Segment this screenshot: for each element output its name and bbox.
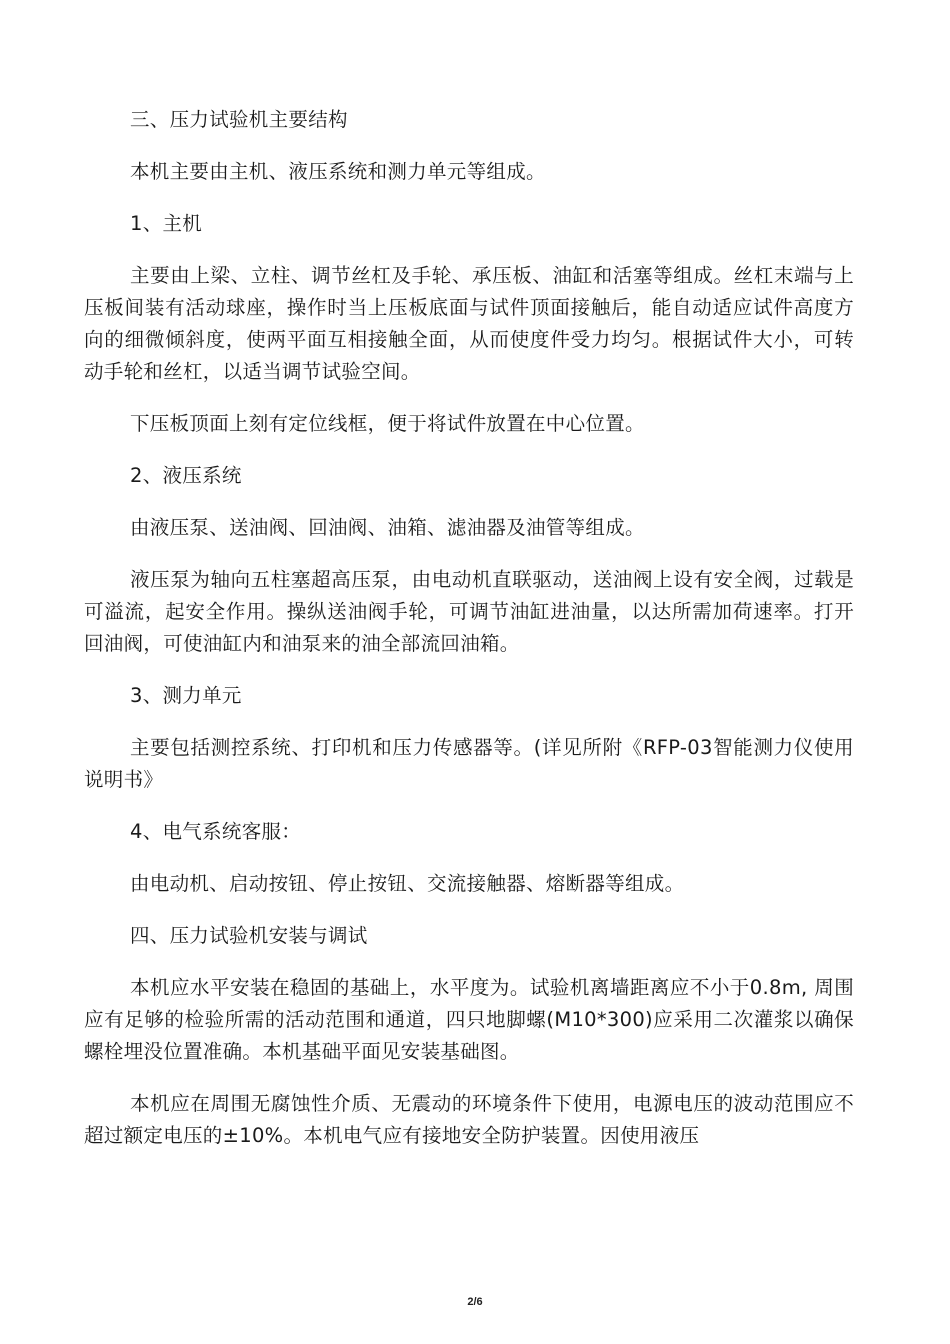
subheading-force-unit: 3、测力单元 [130, 684, 242, 707]
section-heading-installation: 四、压力试验机安装与调试 [130, 924, 368, 947]
paragraph-installation: 本机应水平安装在稳固的基础上，水平度为。试验机离墙距离应不小于0.8m, 周围应有足够的检验所需的活动范围和通道，四只地脚螺(M10*300)应采用二次灌浆以确保螺栓埋没位置准确。本机基础平面见安装基础图。 [84, 976, 854, 1063]
subheading-main-machine: 1、主机 [130, 212, 203, 235]
paragraph-overview: 本机主要由主机、液压系统和测力单元等组成。 [130, 160, 546, 183]
document-body [84, 104, 854, 1172]
paragraph-main-machine: 主要由上梁、立柱、调节丝杠及手轮、承压板、油缸和活塞等组成。丝杠末端与上压板间装有活动球座，操作时当上压板底面与试件顶面接触后，能自动适应试件高度方向的细微倾斜度，使两平面互相接触全面，从而使度件受力均匀。根据试件大小，可转动手轮和丝杠，以适当调节试验空间。 [84, 264, 854, 383]
paragraph-electrical-components: 由电动机、启动按钮、停止按钮、交流接触器、熔断器等组成。 [130, 872, 685, 895]
paragraph-hydraulic-components: 由液压泵、送油阀、回油阀、油箱、滤油器及油管等组成。 [130, 516, 645, 539]
paragraph-environment: 本机应在周围无腐蚀性介质、无震动的环境条件下使用，电源电压的波动范围应不超过额定电压的±10%。本机电气应有接地安全防护装置。因使用液压 [84, 1092, 854, 1147]
paragraph-hydraulic-pump: 液压泵为轴向五柱塞超高压泵，由电动机直联驱动，送油阀上设有安全阀，过载是可溢流，起安全作用。操纵送油阀手轮，可调节油缸进油量，以达所需加荷速率。打开回油阀，可使油缸内和油泵来的油全部流回油箱。 [84, 568, 854, 655]
subheading-electrical-system: 4、电气系统客服： [130, 820, 302, 843]
section-heading-structure: 三、压力试验机主要结构 [130, 108, 348, 131]
paragraph-force-unit: 主要包括测控系统、打印机和压力传感器等。(详见所附《RFP-03智能测力仪使用说明书》 [84, 736, 854, 791]
page-number: 2/6 [467, 1296, 483, 1308]
subheading-hydraulic-system: 2、液压系统 [130, 464, 242, 487]
paragraph-lower-plate: 下压板顶面上刻有定位线框，便于将试件放置在中心位置。 [130, 412, 645, 435]
